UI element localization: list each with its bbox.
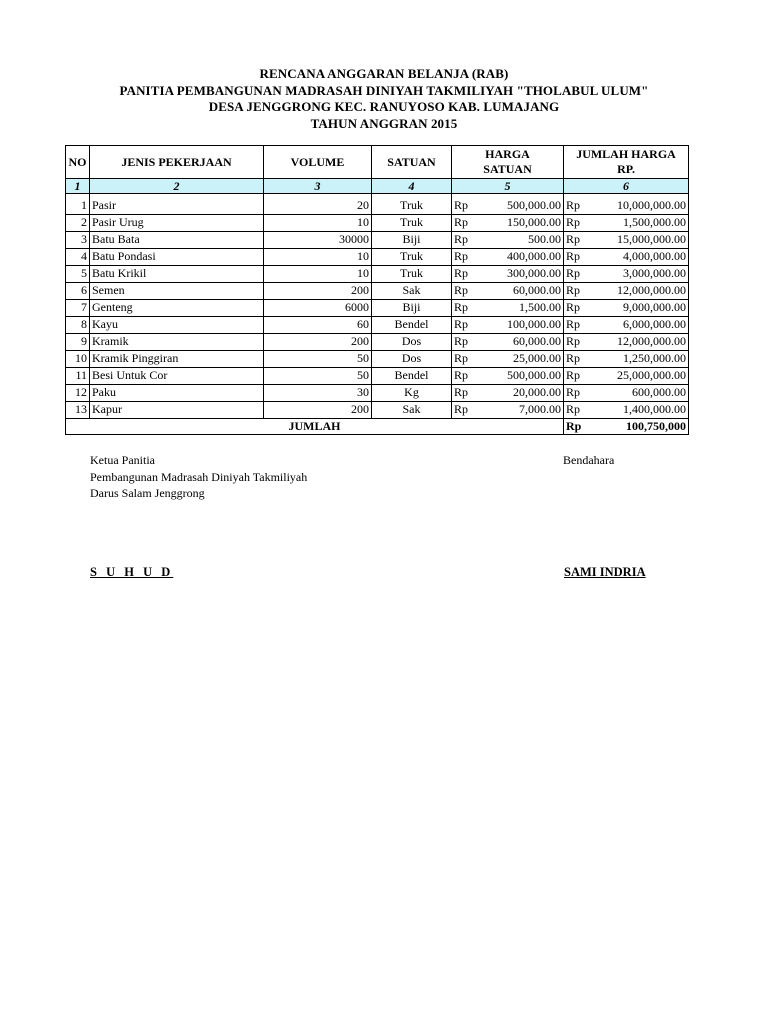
item-unit: Sak bbox=[372, 401, 452, 418]
total-row bbox=[66, 418, 689, 434]
item-volume: 200 bbox=[264, 401, 372, 418]
total-value: 100,750,000 bbox=[586, 418, 689, 434]
item-volume: 30000 bbox=[264, 231, 372, 248]
column-number: 4 bbox=[372, 179, 452, 194]
price-currency: Rp bbox=[452, 282, 482, 299]
left-organization-place: Darus Salam Jenggrong bbox=[90, 486, 205, 500]
item-volume: 30 bbox=[264, 384, 372, 401]
right-signatory-name: SAMI INDRIA bbox=[564, 565, 646, 579]
item-unit-price: 60,000.00 bbox=[482, 282, 564, 299]
row-number: 4 bbox=[66, 248, 90, 265]
item-volume: 10 bbox=[264, 248, 372, 265]
table-row bbox=[66, 282, 689, 299]
price-currency: Rp bbox=[452, 316, 482, 333]
price-currency: Rp bbox=[452, 384, 482, 401]
row-number: 3 bbox=[66, 231, 90, 248]
item-unit: Truk bbox=[372, 265, 452, 282]
header-harga-satuan bbox=[452, 146, 564, 179]
left-signatory-name: S U H U D bbox=[90, 565, 174, 579]
item-unit-price: 100,000.00 bbox=[482, 316, 564, 333]
price-currency: Rp bbox=[452, 248, 482, 265]
right-role: Bendahara bbox=[563, 453, 615, 467]
total-currency: Rp bbox=[564, 231, 586, 248]
table-row bbox=[66, 299, 689, 316]
table-row bbox=[66, 367, 689, 384]
item-unit-price: 7,000.00 bbox=[482, 401, 564, 418]
total-currency: Rp bbox=[564, 248, 586, 265]
column-number-row bbox=[66, 179, 689, 194]
table-row bbox=[66, 214, 689, 231]
row-number: 10 bbox=[66, 350, 90, 367]
item-name: Besi Untuk Cor bbox=[90, 367, 264, 384]
item-name: Batu Krikil bbox=[90, 265, 264, 282]
item-total-price: 1,400,000.00 bbox=[586, 401, 689, 418]
item-unit-price: 500.00 bbox=[482, 231, 564, 248]
total-label: JUMLAH bbox=[66, 418, 564, 434]
item-total-price: 9,000,000.00 bbox=[586, 299, 689, 316]
item-name: Paku bbox=[90, 384, 264, 401]
document-heading bbox=[0, 66, 768, 132]
item-total-price: 6,000,000.00 bbox=[586, 316, 689, 333]
heading-location: DESA JENGGRONG KEC. RANUYOSO KAB. LUMAJANG bbox=[208, 99, 560, 114]
item-name: Kapur bbox=[90, 401, 264, 418]
table-body bbox=[66, 198, 689, 419]
row-number: 1 bbox=[66, 198, 90, 215]
budget-table bbox=[65, 145, 689, 435]
item-name: Batu Pondasi bbox=[90, 248, 264, 265]
item-unit-price: 20,000.00 bbox=[482, 384, 564, 401]
header-jenis-pekerjaan: JENIS PEKERJAAN bbox=[90, 146, 264, 179]
item-total-price: 1,250,000.00 bbox=[586, 350, 689, 367]
item-name: Semen bbox=[90, 282, 264, 299]
item-name: Kayu bbox=[90, 316, 264, 333]
item-name: Kramik bbox=[90, 333, 264, 350]
header-volume: VOLUME bbox=[264, 146, 372, 179]
signature-left-block bbox=[90, 452, 307, 502]
row-number: 13 bbox=[66, 401, 90, 418]
table-row bbox=[66, 198, 689, 215]
heading-committee: PANITIA PEMBANGUNAN MADRASAH DINIYAH TAKMILIYAH "THOLABUL ULUM" bbox=[119, 82, 649, 98]
left-role: Ketua Panitia bbox=[90, 453, 155, 467]
table-row bbox=[66, 316, 689, 333]
item-unit: Truk bbox=[372, 214, 452, 231]
item-total-price: 3,000,000.00 bbox=[586, 265, 689, 282]
price-currency: Rp bbox=[452, 367, 482, 384]
price-currency: Rp bbox=[452, 265, 482, 282]
item-name: Genteng bbox=[90, 299, 264, 316]
total-currency: Rp bbox=[564, 214, 586, 231]
item-volume: 20 bbox=[264, 198, 372, 215]
item-unit-price: 500,000.00 bbox=[482, 367, 564, 384]
table-row bbox=[66, 231, 689, 248]
column-number: 3 bbox=[264, 179, 372, 194]
item-unit-price: 300,000.00 bbox=[482, 265, 564, 282]
price-currency: Rp bbox=[452, 214, 482, 231]
column-number: 2 bbox=[90, 179, 264, 194]
row-number: 7 bbox=[66, 299, 90, 316]
signature-right-block bbox=[563, 452, 614, 469]
item-total-price: 10,000,000.00 bbox=[586, 198, 689, 215]
item-volume: 10 bbox=[264, 214, 372, 231]
item-unit: Bendel bbox=[372, 367, 452, 384]
table-row bbox=[66, 333, 689, 350]
column-number: 6 bbox=[564, 179, 689, 194]
item-unit: Bendel bbox=[372, 316, 452, 333]
item-total-price: 12,000,000.00 bbox=[586, 282, 689, 299]
heading-year: TAHUN ANGGRAN 2015 bbox=[310, 115, 458, 131]
header-jumlah-harga bbox=[564, 146, 689, 179]
row-number: 6 bbox=[66, 282, 90, 299]
item-volume: 200 bbox=[264, 333, 372, 350]
total-currency: Rp bbox=[564, 401, 586, 418]
total-currency: Rp bbox=[564, 265, 586, 282]
item-volume: 50 bbox=[264, 367, 372, 384]
item-total-price: 600,000.00 bbox=[586, 384, 689, 401]
total-currency: Rp bbox=[564, 316, 586, 333]
total-currency: Rp bbox=[564, 198, 586, 215]
item-unit: Biji bbox=[372, 299, 452, 316]
total-currency: Rp bbox=[564, 299, 586, 316]
item-unit-price: 25,000.00 bbox=[482, 350, 564, 367]
heading-title: RENCANA ANGGARAN BELANJA (RAB) bbox=[259, 66, 509, 81]
header-harga-line2: SATUAN bbox=[483, 162, 532, 176]
table-row bbox=[66, 401, 689, 418]
item-unit-price: 500,000.00 bbox=[482, 198, 564, 215]
price-currency: Rp bbox=[452, 231, 482, 248]
item-volume: 50 bbox=[264, 350, 372, 367]
item-unit: Dos bbox=[372, 350, 452, 367]
total-currency: Rp bbox=[564, 282, 586, 299]
header-jumlah-line2: RP. bbox=[617, 162, 635, 176]
row-number: 12 bbox=[66, 384, 90, 401]
price-currency: Rp bbox=[452, 198, 482, 215]
header-no: NO bbox=[66, 146, 90, 179]
total-currency: Rp bbox=[564, 367, 586, 384]
header-satuan: SATUAN bbox=[372, 146, 452, 179]
header-harga-line1: HARGA bbox=[485, 147, 530, 161]
price-currency: Rp bbox=[452, 299, 482, 316]
item-unit: Truk bbox=[372, 198, 452, 215]
item-name: Pasir Urug bbox=[90, 214, 264, 231]
item-unit-price: 60,000.00 bbox=[482, 333, 564, 350]
item-name: Batu Bata bbox=[90, 231, 264, 248]
item-name: Kramik Pinggiran bbox=[90, 350, 264, 367]
item-unit: Biji bbox=[372, 231, 452, 248]
total-currency: Rp bbox=[564, 418, 586, 434]
row-number: 5 bbox=[66, 265, 90, 282]
item-unit-price: 150,000.00 bbox=[482, 214, 564, 231]
left-organization: Pembangunan Madrasah Diniyah Takmiliyah bbox=[90, 469, 308, 484]
item-unit-price: 400,000.00 bbox=[482, 248, 564, 265]
item-name: Pasir bbox=[90, 198, 264, 215]
column-number: 1 bbox=[66, 179, 90, 194]
item-unit: Kg bbox=[372, 384, 452, 401]
header-jumlah-line1: JUMLAH HARGA bbox=[576, 147, 676, 161]
row-number: 11 bbox=[66, 367, 90, 384]
row-number: 8 bbox=[66, 316, 90, 333]
table-row bbox=[66, 350, 689, 367]
item-unit-price: 1,500.00 bbox=[482, 299, 564, 316]
price-currency: Rp bbox=[452, 401, 482, 418]
item-total-price: 4,000,000.00 bbox=[586, 248, 689, 265]
price-currency: Rp bbox=[452, 333, 482, 350]
item-total-price: 25,000,000.00 bbox=[586, 367, 689, 384]
total-currency: Rp bbox=[564, 350, 586, 367]
item-total-price: 15,000,000.00 bbox=[586, 231, 689, 248]
item-unit: Sak bbox=[372, 282, 452, 299]
item-unit: Dos bbox=[372, 333, 452, 350]
total-currency: Rp bbox=[564, 384, 586, 401]
table-row bbox=[66, 384, 689, 401]
total-currency: Rp bbox=[564, 333, 586, 350]
item-total-price: 12,000,000.00 bbox=[586, 333, 689, 350]
item-volume: 200 bbox=[264, 282, 372, 299]
item-total-price: 1,500,000.00 bbox=[586, 214, 689, 231]
item-volume: 10 bbox=[264, 265, 372, 282]
row-number: 2 bbox=[66, 214, 90, 231]
table-header-row bbox=[66, 146, 689, 179]
table-row bbox=[66, 265, 689, 282]
item-volume: 6000 bbox=[264, 299, 372, 316]
item-volume: 60 bbox=[264, 316, 372, 333]
table-row bbox=[66, 248, 689, 265]
row-number: 9 bbox=[66, 333, 90, 350]
item-unit: Truk bbox=[372, 248, 452, 265]
column-number: 5 bbox=[452, 179, 564, 194]
price-currency: Rp bbox=[452, 350, 482, 367]
